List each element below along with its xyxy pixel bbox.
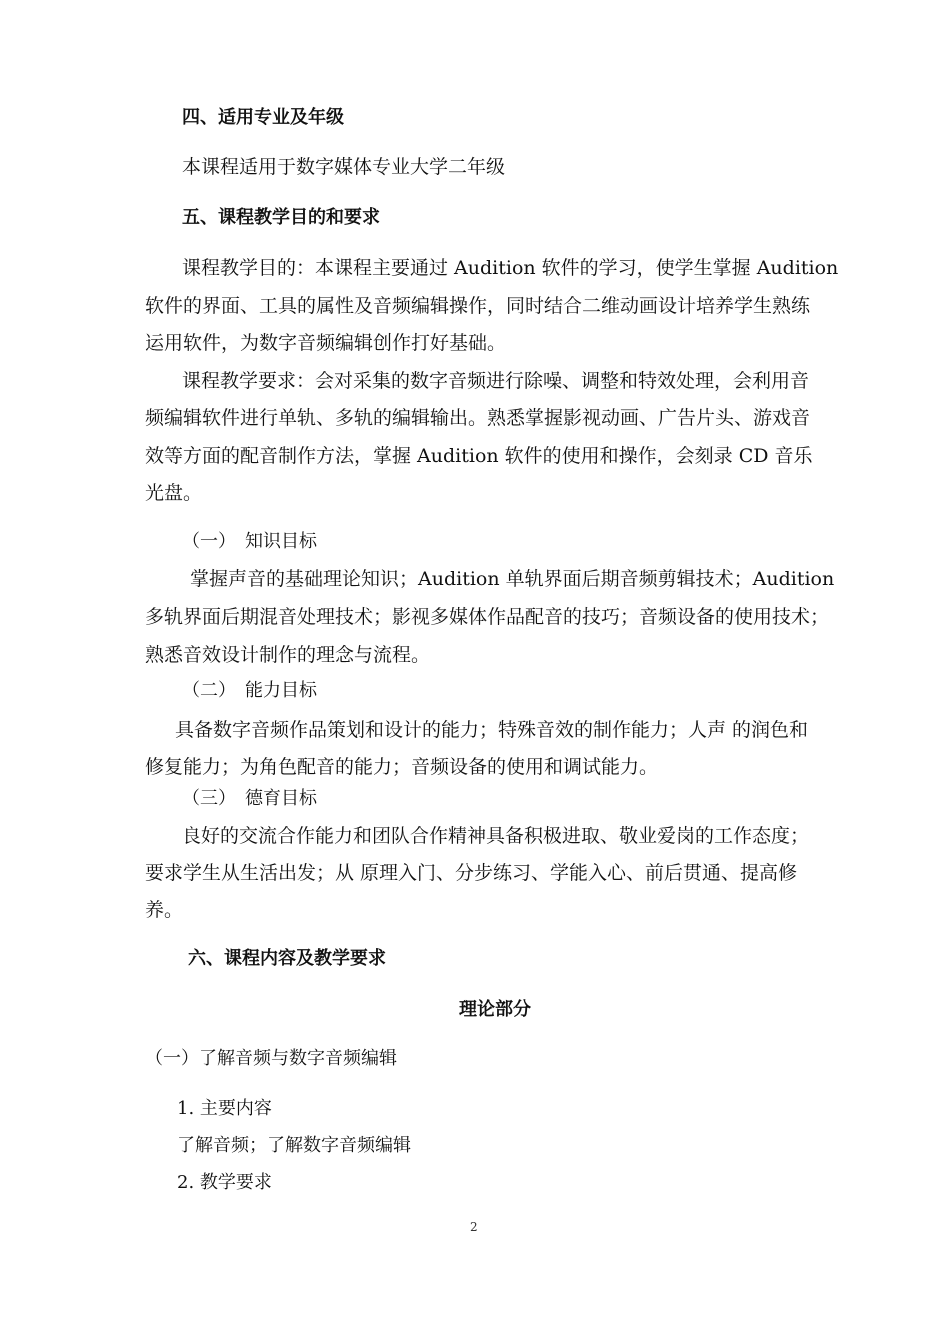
page-number: 2 [470,1220,478,1234]
requirement-line-1: 课程教学要求：会对采集的数字音频进行除噪、调整和特效处理，会利用音 [182,370,810,392]
section-5-heading: 五、课程教学目的和要求 [182,207,380,228]
requirement-line-4: 光盘。 [145,482,203,504]
knowledge-line-3: 熟悉音效设计制作的理念与流程。 [145,644,431,666]
ability-line-1: 具备数字音频作品策划和设计的能力；特殊音效的制作能力；人声 的润色和 [175,719,809,741]
unit-1-content-label: 1. 主要内容 [177,1098,272,1119]
ability-heading: （二） 能力目标 [182,680,317,701]
purpose-line-3: 运用软件，为数字音频编辑创作打好基础。 [145,332,507,354]
requirement-line-3: 效等方面的配音制作方法，掌握 Audition 软件的使用和操作，会刻录 CD 音乐 [145,445,813,467]
moral-heading: （三） 德育目标 [182,788,317,809]
unit-1-requirement-label: 2. 教学要求 [177,1172,272,1193]
theory-part-title: 理论部分 [459,999,531,1020]
requirement-line-2: 频编辑软件进行单轨、多轨的编辑输出。熟悉掌握影视动画、广告片头、游戏音 [145,407,811,429]
moral-line-2: 要求学生从生活出发；从 原理入门、分步练习、学能入心、前后贯通、提高修 [145,862,798,884]
knowledge-line-1: 掌握声音的基础理论知识；Audition 单轨界面后期音频剪辑技术；Audition [190,568,835,590]
unit-1-content: 了解音频；了解数字音频编辑 [177,1135,411,1156]
section-4-body: 本课程适用于数字媒体专业大学二年级 [182,156,506,178]
ability-line-2: 修复能力；为角色配音的能力；音频设备的使用和调试能力。 [145,756,659,778]
purpose-line-2: 软件的界面、工具的属性及音频编辑操作，同时结合二维动画设计培养学生熟练 [145,295,811,317]
unit-1-title: （一）了解音频与数字音频编辑 [145,1048,397,1069]
section-4-heading: 四、适用专业及年级 [182,107,344,128]
knowledge-line-2: 多轨界面后期混音处理技术；影视多媒体作品配音的技巧；音频设备的使用技术； [145,606,830,628]
moral-line-1: 良好的交流合作能力和团队合作精神具备积极进取、敬业爱岗的工作态度； [182,825,810,847]
moral-line-3: 养。 [145,899,184,921]
knowledge-heading: （一） 知识目标 [182,531,317,552]
purpose-line-1: 课程教学目的：本课程主要通过 Audition 软件的学习，使学生掌握 Audition [182,257,839,279]
section-6-heading: 六、课程内容及教学要求 [188,948,386,969]
